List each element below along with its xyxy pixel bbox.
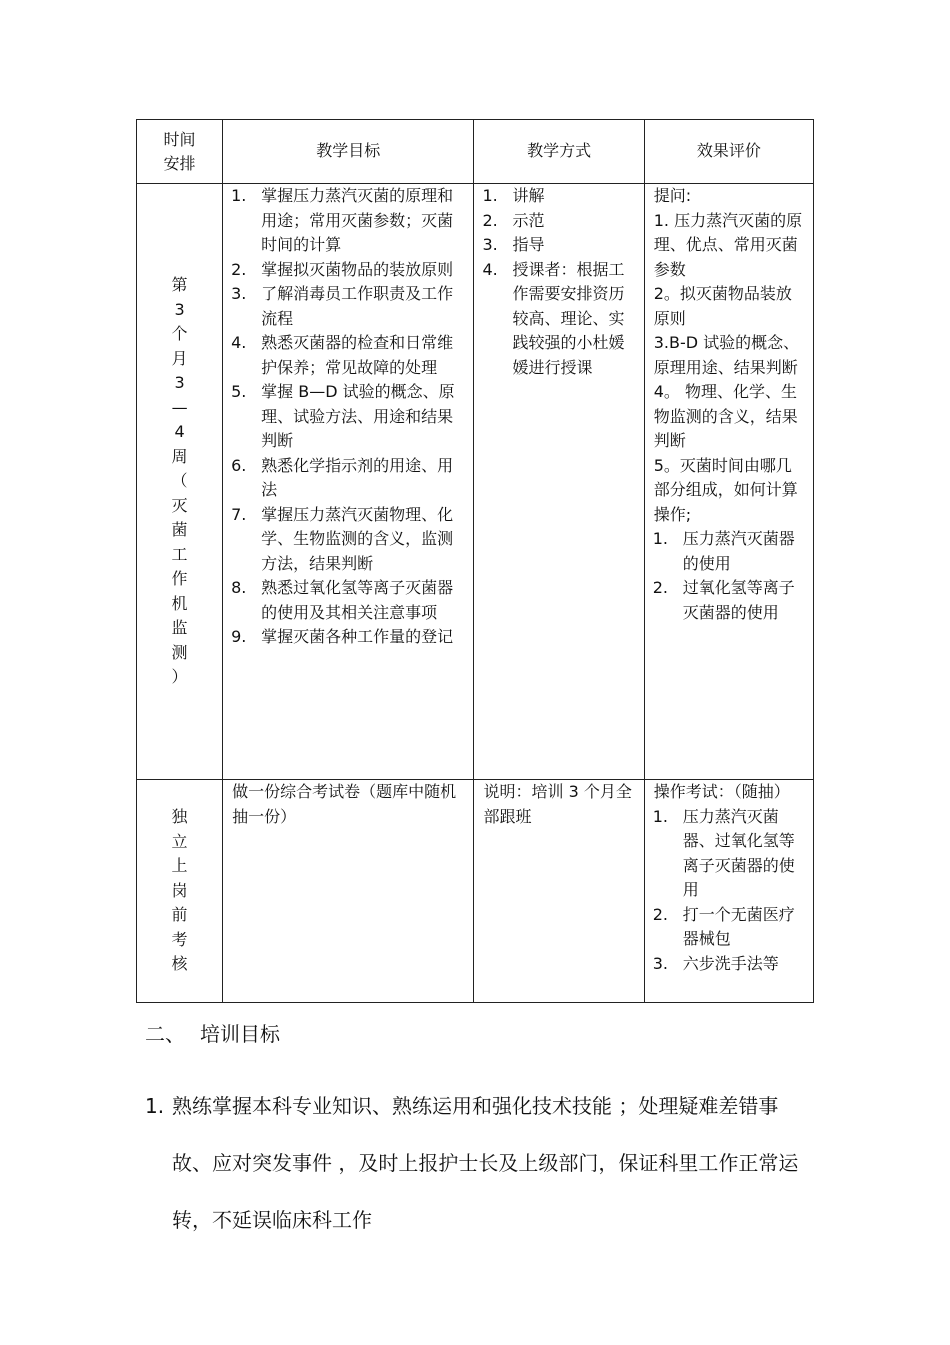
table-header-row <box>137 120 814 184</box>
header-methods: 教学方式 <box>474 120 644 184</box>
row1-time-char: ） <box>171 667 188 687</box>
goal-list-item-text: 熟悉化学指示剂的用途、用法 <box>261 455 454 499</box>
training-plan-table <box>136 119 814 1003</box>
row1-time-char: — <box>171 397 188 417</box>
row1-time-char: 第 <box>171 275 188 295</box>
goal-list-item-text: 掌握 B—D 试验的概念、原理、试验方法、用途和结果判断 <box>261 382 455 450</box>
row2-goals-cell <box>223 780 474 1003</box>
row2-time-char: 岗 <box>171 880 188 900</box>
method-list-item <box>480 209 643 234</box>
row1-time-cell <box>137 184 223 780</box>
operation-list-item-text: 压力蒸汽灭菌器的使用 <box>682 529 795 573</box>
goal-list-item-text: 熟悉灭菌器的检查和日常维护保养；常见故障的处理 <box>261 333 454 377</box>
paragraph-number: 1. <box>145 1094 165 1118</box>
goal-list-item-number: 2. <box>231 259 247 279</box>
goal-list-item-text: 掌握灭菌各种工作量的登记 <box>261 627 454 646</box>
table-row-month3 <box>137 184 814 780</box>
goal-paragraph <box>145 1078 810 1249</box>
goal-list-item-number: 8. <box>231 578 247 597</box>
evaluation-line: 3.B-D 试验的概念、原理用途、结果判断 <box>653 333 800 377</box>
evaluation-line: 2。拟灭菌物品装放原则 <box>653 284 792 328</box>
row1-goals-cell <box>223 184 474 780</box>
table-row-exam <box>137 780 814 1003</box>
row1-time-char: 菌 <box>171 520 188 540</box>
row1-methods-cell <box>474 184 644 780</box>
header-time <box>137 120 223 184</box>
exam-operation-item <box>651 952 813 977</box>
section-title-text: 培训目标 <box>200 1022 280 1046</box>
goal-list-item-text: 掌握拟灭菌物品的装放原则 <box>261 259 454 279</box>
row2-evaluation-cell <box>644 780 813 1003</box>
row1-eval-intro: 提问: <box>653 186 692 205</box>
exam-operation-item-number: 2. <box>652 904 668 924</box>
row2-eval-intro: 操作考试：（随抽） <box>653 782 790 801</box>
goal-list-item <box>229 258 473 283</box>
row2-methods-cell <box>474 780 644 1003</box>
method-list-item-number: 4. <box>482 259 498 279</box>
exam-operation-item-text: 压力蒸汽灭菌器、过氧化氢等离子灭菌器的使用 <box>682 806 795 899</box>
row2-time-char: 立 <box>171 831 188 851</box>
goal-list-item-text: 了解消毒员工作职责及工作流程 <box>261 284 454 328</box>
exam-operation-item <box>651 805 813 903</box>
method-list-item <box>480 184 643 209</box>
row2-time-char: 上 <box>171 856 188 876</box>
goal-list-item <box>229 282 473 331</box>
evaluation-line: 5。灭菌时间由哪几部分组成，如何计算 <box>653 455 798 499</box>
section-heading <box>145 1020 280 1048</box>
goal-list-item-number: 9. <box>231 627 247 646</box>
method-list-item-text: 示范 <box>512 210 545 230</box>
exam-operation-item-text: 六步洗手法等 <box>682 953 779 973</box>
row2-time-cell <box>137 780 223 1003</box>
row2-time-char: 核 <box>171 954 188 974</box>
section-number: 二、 <box>145 1022 185 1046</box>
goal-list-item <box>229 576 473 625</box>
goal-list-item <box>229 184 473 258</box>
row1-time-char: 4 <box>174 422 185 442</box>
row1-operation-label: 操作; <box>653 504 692 524</box>
header-time-text: 安排 <box>163 153 196 173</box>
row2-time-char: 独 <box>171 807 188 827</box>
goal-list-item-text: 掌握压力蒸汽灭菌的原理和用途；常用灭菌参数；灭菌时间的计算 <box>261 186 454 254</box>
operation-list-item-number: 1. <box>652 529 668 548</box>
goal-list-item-number: 5. <box>231 382 247 401</box>
method-list-item <box>480 233 643 258</box>
row1-time-char: 3 <box>174 299 185 319</box>
row2-methods-text: 说明：培训 3 个月全部跟班 <box>483 782 632 826</box>
row1-time-char: 周 <box>171 446 188 466</box>
exam-operation-item-number: 3. <box>652 953 668 973</box>
paragraph-text: 熟练掌握本科专业知识、熟练运用和强化技术技能 ；处理疑难差错事故、应对突发事件 ，及时上报护士长及上级部门，保证科里工作正常运转，不延误临床科工作 <box>172 1094 799 1232</box>
row2-time-char: 考 <box>171 929 188 949</box>
method-list-item-number: 3. <box>482 235 498 254</box>
goal-list-item <box>229 380 473 454</box>
goal-list-item <box>229 331 473 380</box>
method-list-item-number: 2. <box>482 210 498 230</box>
operation-list-item-text: 过氧化氢等离子灭菌器的使用 <box>682 578 795 622</box>
operation-list-item-number: 2. <box>652 578 668 597</box>
row1-evaluation-cell <box>644 184 813 780</box>
row1-time-char: 作 <box>171 569 188 589</box>
row1-time-char: 工 <box>171 544 188 564</box>
row1-time-char: 月 <box>171 348 188 368</box>
row2-goals-text: 做一份综合考试卷（题库中随机抽一份） <box>232 782 457 826</box>
header-time-text: 时间 <box>163 129 196 149</box>
row1-time-char: 灭 <box>171 495 188 515</box>
row1-time-char: 机 <box>171 593 188 613</box>
row1-time-char: （ <box>171 471 188 491</box>
goal-list-item-number: 6. <box>231 455 247 475</box>
row1-time-char: 个 <box>171 324 188 344</box>
header-goals: 教学目标 <box>223 120 474 184</box>
method-list-item-text: 授课者：根据工作需要安排资历较高、理论、实践较强的小杜媛媛进行授课 <box>512 259 625 377</box>
method-list-item-text: 指导 <box>512 235 545 254</box>
goal-list-item-text: 掌握压力蒸汽灭菌物理、化学、生物监测的含义，监测方法，结果判断 <box>261 504 454 573</box>
goal-list-item-number: 1. <box>231 186 247 205</box>
header-evaluation: 效果评价 <box>644 120 813 184</box>
goal-list-item <box>229 625 473 650</box>
goal-list-item <box>229 454 473 503</box>
method-list-item-number: 1. <box>482 186 498 205</box>
goal-list-item-number: 4. <box>231 333 247 352</box>
exam-operation-item <box>651 903 813 952</box>
evaluation-line: 1. 压力蒸汽灭菌的原理、优点、常用灭菌参数 <box>653 210 803 279</box>
row1-time-char: 3 <box>174 373 185 393</box>
goal-list-item-number: 3. <box>231 284 247 303</box>
operation-list-item <box>651 527 813 576</box>
goal-list-item-text: 熟悉过氧化氢等离子灭菌器的使用及其相关注意事项 <box>261 578 454 622</box>
method-list-item <box>480 258 643 381</box>
row1-time-char: 测 <box>171 642 188 662</box>
exam-operation-item-text: 打一个无菌医疗器械包 <box>682 904 795 948</box>
row2-time-char: 前 <box>171 905 188 925</box>
evaluation-line: 4。 物理、化学、生物监测的含义，结果判断 <box>653 382 798 450</box>
exam-operation-item-number: 1. <box>652 806 668 826</box>
operation-list-item <box>651 576 813 625</box>
goal-list-item <box>229 503 473 577</box>
method-list-item-text: 讲解 <box>512 186 545 205</box>
goal-list-item-number: 7. <box>231 504 247 524</box>
row1-time-char: 监 <box>171 618 188 638</box>
